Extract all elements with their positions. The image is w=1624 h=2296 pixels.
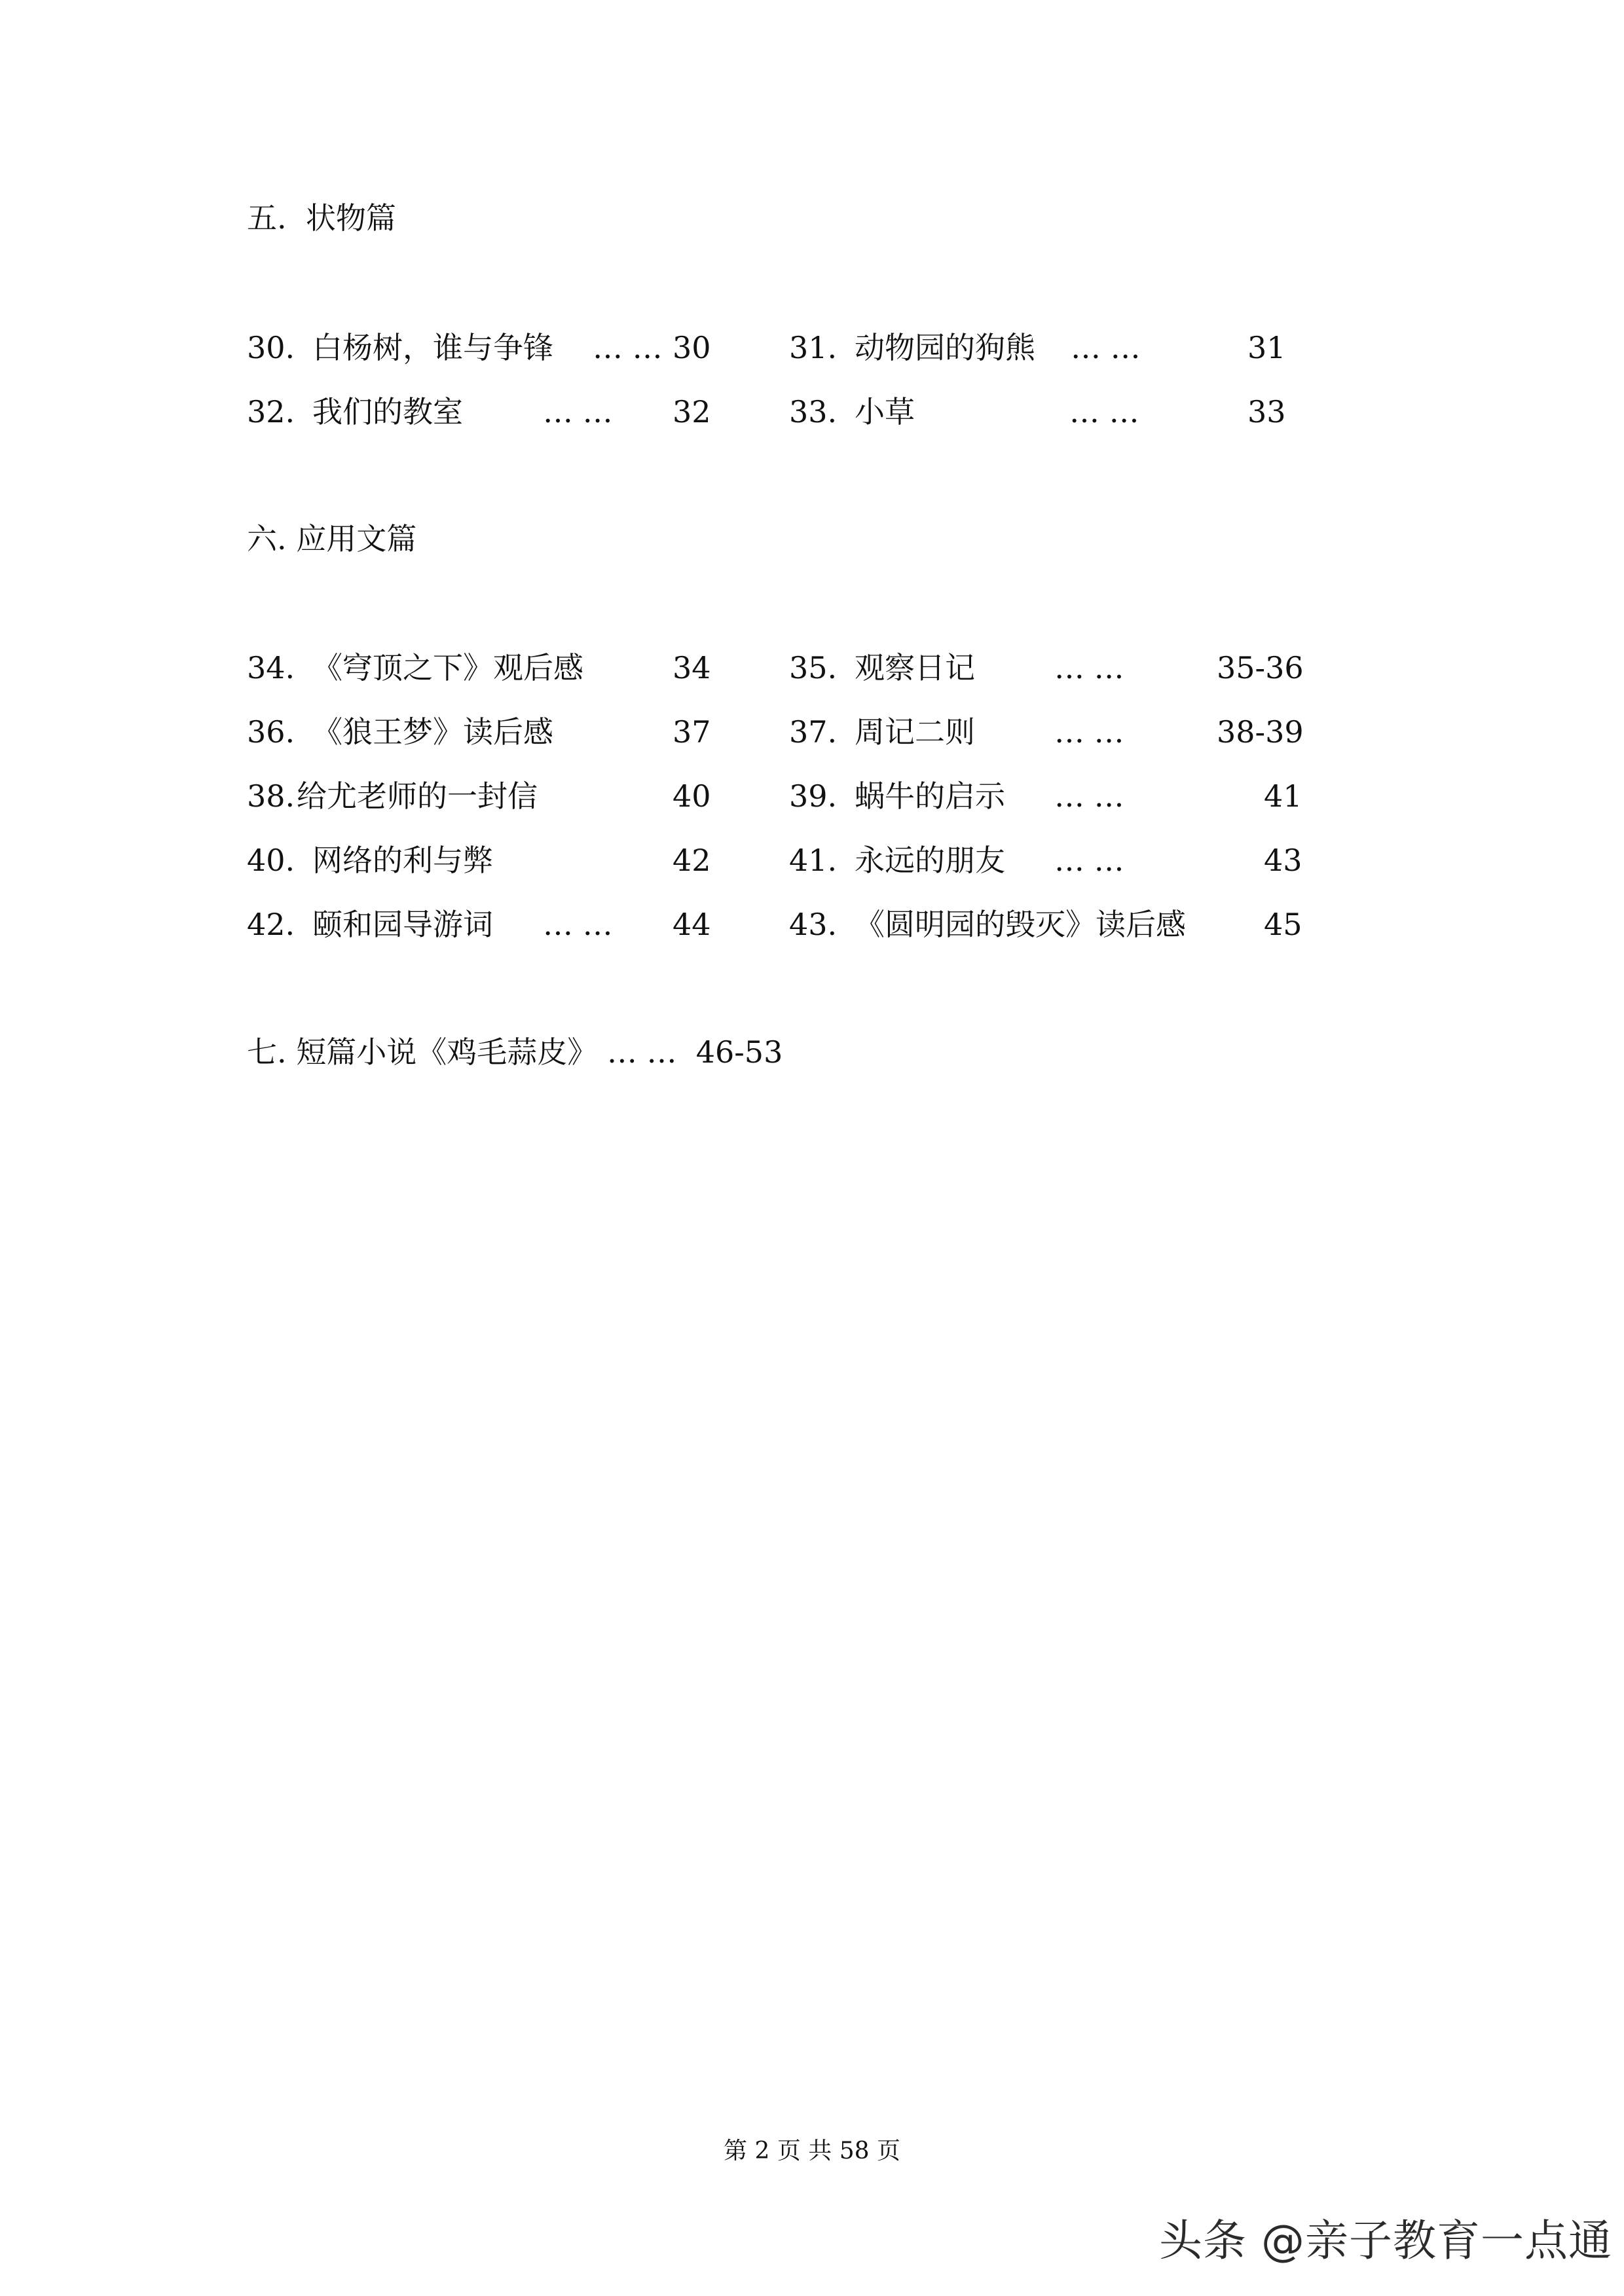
- entry-number: 39.: [789, 778, 838, 814]
- page-footer: 第 2 页 共 58 页: [724, 2138, 900, 2164]
- entry-leader: … …: [593, 330, 663, 365]
- entry-title: 永远的朋友: [855, 843, 1005, 878]
- entry-title: 白杨树，谁与争锋: [312, 330, 553, 365]
- entry-number: 31.: [789, 330, 838, 365]
- entry-title: 我们的教室: [312, 394, 463, 429]
- entry-number: 41.: [789, 843, 838, 878]
- entry-page: 31: [1247, 330, 1286, 365]
- watermark: 头条 @亲子教育一点通: [1159, 2215, 1612, 2266]
- entry-title: 蜗牛的启示: [855, 778, 1005, 814]
- entry-number: 34.: [247, 650, 295, 685]
- entry-title: 《狼王梦》读后感: [312, 714, 553, 750]
- entry-title: 观察日记: [855, 650, 975, 685]
- entry-number: 32.: [247, 394, 295, 429]
- entry-page: 40: [673, 778, 711, 814]
- entry-leader: … …: [1069, 394, 1139, 429]
- entry-title: 网络的利与弊: [312, 843, 493, 878]
- entry-page: 41: [1264, 778, 1302, 814]
- entry-leader: … …: [1071, 330, 1141, 365]
- section-heading: 七. 短篇小说《鸡毛蒜皮》 … … 46-53: [247, 1034, 783, 1070]
- entry-number: 37.: [789, 714, 838, 750]
- entry-number: 42.: [247, 907, 295, 942]
- entry-page: 44: [673, 907, 711, 942]
- entry-title: 《圆明园的毁灭》读后感: [855, 907, 1186, 942]
- toc-entry: [789, 394, 1286, 577]
- entry-page: 35-36: [1217, 650, 1304, 685]
- entry-leader: … …: [1054, 650, 1124, 685]
- entry-page: 33: [1247, 394, 1286, 429]
- entry-number: 40.: [247, 843, 295, 878]
- entry-title: 周记二则: [855, 714, 975, 750]
- entry-number: 33.: [789, 394, 838, 429]
- entry-page: 37: [673, 714, 711, 750]
- entry-number: 30.: [247, 330, 295, 365]
- entry-page: 32: [673, 394, 711, 429]
- entry-number: 36.: [247, 714, 295, 750]
- entry-title: 小草: [855, 394, 915, 429]
- section-heading: 五. 状物篇: [247, 200, 396, 236]
- entry-title: 动物园的狗熊: [855, 330, 1035, 365]
- entry-title: 《穹顶之下》观后感: [312, 650, 583, 685]
- entry-leader: … …: [543, 394, 613, 429]
- entry-leader: … …: [1054, 843, 1124, 878]
- entry-page: 45: [1264, 907, 1302, 942]
- entry-leader: … …: [543, 907, 613, 942]
- section-heading: 六. 应用文篇: [247, 521, 417, 556]
- entry-leader: … …: [1054, 714, 1124, 750]
- entry-page: 43: [1264, 843, 1302, 878]
- entry-leader: … …: [1054, 778, 1124, 814]
- entry-page: 34: [673, 650, 711, 685]
- entry-page: 42: [673, 843, 711, 878]
- entry-title: 给尤老师的一封信: [297, 778, 538, 814]
- entry-number: 43.: [789, 907, 838, 942]
- toc-entry: [789, 907, 1302, 1060]
- entry-title: 颐和园导游词: [312, 907, 493, 942]
- entry-page: 38-39: [1217, 714, 1304, 750]
- entry-page: 30: [673, 330, 711, 365]
- entry-number: 35.: [789, 650, 838, 685]
- entry-number: 38.: [247, 778, 295, 814]
